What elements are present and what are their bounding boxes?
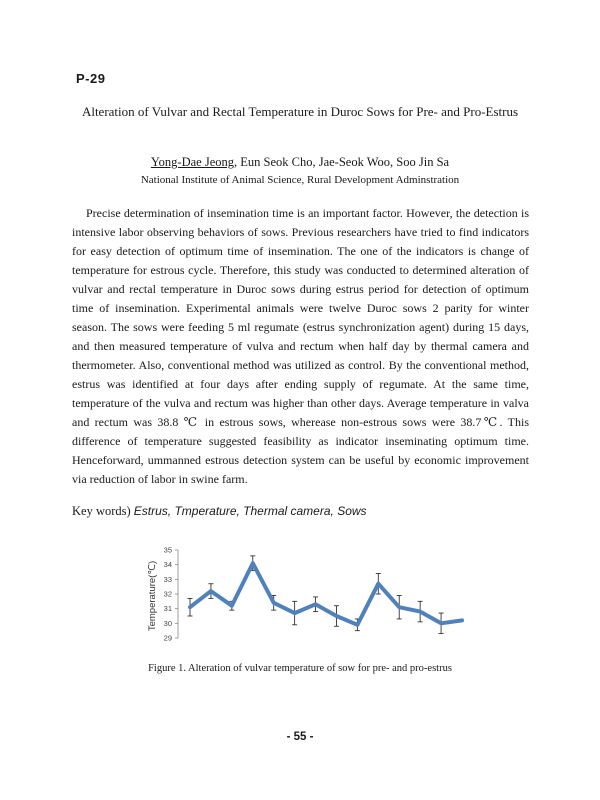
affiliation: National Institute of Animal Science, Rural Development Adminstration bbox=[140, 174, 460, 186]
figure-caption: Figure 1. Alteration of vulvar temperature of sow for pre- and pro-estrus bbox=[148, 663, 452, 674]
page-number: - 55 - bbox=[286, 731, 314, 743]
paper-title: Alteration of Vulvar and Rectal Temperature in Duroc Sows for Pre- and Pro-Estrus bbox=[81, 104, 519, 119]
y-tick-label: 31 bbox=[163, 604, 172, 614]
y-tick-label: 35 bbox=[163, 545, 172, 555]
keywords bbox=[72, 504, 367, 519]
y-axis-label: Temperature(℃) bbox=[147, 560, 158, 632]
y-tick-label: 32 bbox=[163, 589, 172, 599]
author-list bbox=[60, 155, 540, 170]
y-tick-label: 34 bbox=[163, 560, 172, 570]
y-tick-label: 29 bbox=[163, 633, 172, 643]
y-tick-label: 33 bbox=[163, 574, 172, 584]
co-authors: , Eun Seok Cho, Jae-Seok Woo, Soo Jin Sa bbox=[234, 155, 450, 169]
y-ticks bbox=[164, 546, 178, 643]
error-bars bbox=[188, 556, 444, 634]
temperature-chart bbox=[140, 540, 470, 650]
paper-id: P-29 bbox=[76, 71, 106, 86]
y-tick-label: 30 bbox=[163, 618, 172, 628]
keywords-terms: Estrus, Tmperature, Thermal camera, Sows bbox=[133, 504, 367, 518]
abstract-body: Precise determination of insemination time is an important factor. However, the detection is intensive labor observing behaviors of sows. Previous researchers have tried to find indicators for easy detection of optimum time of insemination. The one of the indicators is change of temperature for estrous cycle. Therefore, this study was conducted to determined alteration of vulvar and rectal temperature in Duroc sows during estrus period for detection of optimum time of insemination. Experimental animals were twelve Duroc sows 2 parity for winter season. The sows were feeding 5 ml regumate (estrus synchronization agent) during 15 days, and then measured temperature of vulva and rectum when half day by thermal camera and thermometer. Also, conventional method was utilized as control. By the conventional method, estrus was identified at four days after ending supply of regumate. At the same time, temperature of the vulva and rectum was higher than other days. Average temperature in valva and rectum was 38.8 ℃ in estrous sows, wherease non-estrous sows were 38.7℃. This difference of temperature suggested feasibility as indicator inseminating optimum time. Henceforward, ummanned estrous detection system can be useful by economic improvement via reduction of labor in swine farm. bbox=[72, 206, 529, 486]
series-group bbox=[190, 563, 462, 625]
series-line bbox=[190, 563, 462, 625]
keywords-label: Key words) bbox=[72, 504, 131, 518]
presenting-author: Yong-Dae Jeong bbox=[150, 155, 234, 169]
